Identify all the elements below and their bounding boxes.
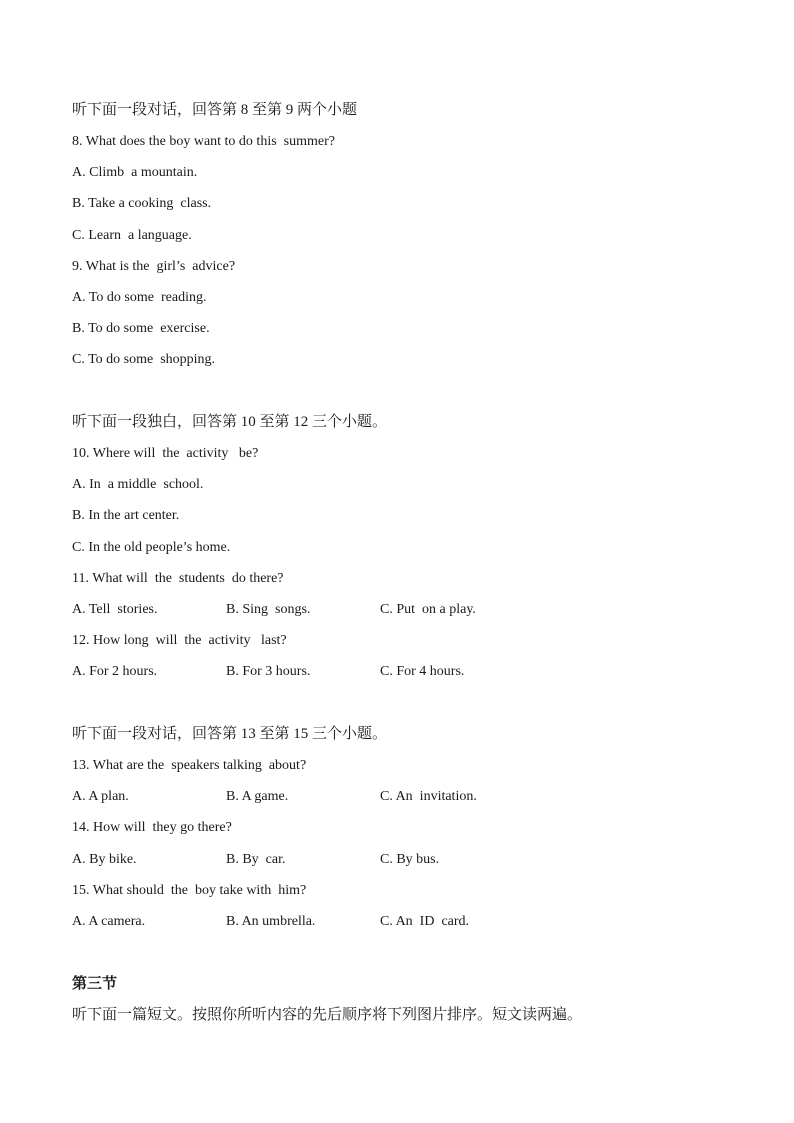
q12-option-c: C. For 4 hours.: [380, 664, 465, 679]
q14-option-a: A. By bike.: [72, 852, 137, 867]
q13-option-b: B. A game.: [226, 789, 289, 804]
q8-option-b: B. Take a cooking class.: [72, 196, 212, 211]
q10-option-c: C. In the old people’s home.: [72, 540, 231, 555]
q13-option-c: C. An invitation.: [380, 789, 477, 804]
q12-option-a: A. For 2 hours.: [72, 664, 158, 679]
q12-option-b: B. For 3 hours.: [226, 664, 311, 679]
q15-option-a: A. A camera.: [72, 914, 146, 929]
q15-option-b: B. An umbrella.: [226, 914, 316, 929]
question-9: 9. What is the girl’s advice?: [72, 259, 236, 274]
q14-option-b: B. By car.: [226, 852, 286, 867]
group2-heading: 听下面一段独白，回答第 10 至第 12 三个小题。: [72, 414, 388, 430]
q9-option-a: A. To do some reading.: [72, 290, 207, 305]
q11-option-b: B. Sing songs.: [226, 602, 311, 617]
q10-option-a: A. In a middle school.: [72, 477, 204, 492]
section3-instruction: 听下面一篇短文。按照你所听内容的先后顺序将下列图片排序。短文读两遍。: [72, 1007, 583, 1023]
q15-option-c: C. An ID card.: [380, 914, 470, 929]
q11-option-c: C. Put on a play.: [380, 602, 476, 617]
group1-heading: 听下面一段对话，回答第 8 至第 9 两个小题: [72, 102, 358, 118]
question-15: 15. What should the boy take with him?: [72, 883, 307, 898]
q8-option-a: A. Climb a mountain.: [72, 165, 198, 180]
question-8: 8. What does the boy want to do this summer?: [72, 134, 335, 149]
q11-option-a: A. Tell stories.: [72, 602, 158, 617]
q8-option-c: C. Learn a language.: [72, 228, 192, 243]
section3-title: 第三节: [72, 976, 118, 992]
question-10: 10. Where will the activity be?: [72, 446, 259, 461]
question-14: 14. How will they go there?: [72, 820, 232, 835]
q9-option-c: C. To do some shopping.: [72, 352, 216, 367]
group3-heading: 听下面一段对话，回答第 13 至第 15 三个小题。: [72, 726, 388, 742]
q9-option-b: B. To do some exercise.: [72, 321, 210, 336]
question-12: 12. How long will the activity last?: [72, 633, 287, 648]
question-13: 13. What are the speakers talking about?: [72, 758, 307, 773]
q14-option-c: C. By bus.: [380, 852, 440, 867]
q13-option-a: A. A plan.: [72, 789, 129, 804]
question-11: 11. What will the students do there?: [72, 571, 284, 586]
q10-option-b: B. In the art center.: [72, 508, 180, 523]
